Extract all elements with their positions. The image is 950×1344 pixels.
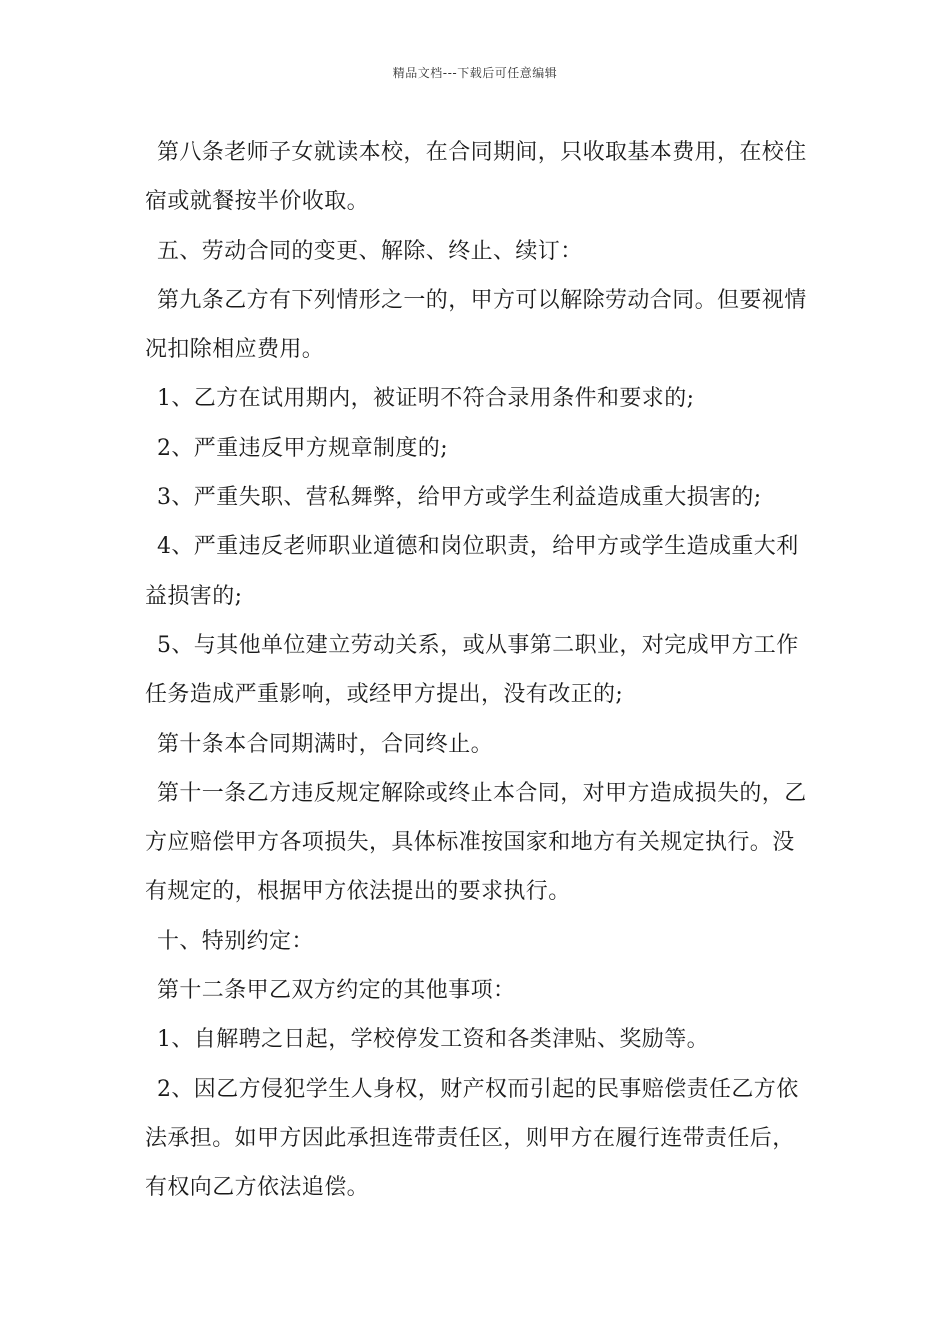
page-header: 精品文档---下载后可任意编辑 bbox=[392, 66, 558, 80]
list-item: 5、与其他单位建立劳动关系，或从事第二职业，对完成甲方工作任务造成严重影响，或经甲方提出，没有改正的; bbox=[145, 632, 799, 708]
list-item: 2、因乙方侵犯学生人身权，财产权而引起的民事赔偿责任乙方依法承担。如甲方因此承担连带责任区，则甲方在履行连带责任后，有权向乙方依法追偿。 bbox=[145, 1076, 799, 1201]
paragraph-article-10: 第十条本合同期满时，合同终止。 bbox=[157, 731, 494, 757]
paragraph-article-11: 第十一条乙方违反规定解除或终止本合同，对甲方造成损失的，乙方应赔偿甲方各项损失，具体标准按国家和地方有关规定执行。没有规定的，根据甲方依法提出的要求执行。 bbox=[145, 780, 807, 905]
list-item: 3、严重失职、营私舞弊，给甲方或学生利益造成重大损害的; bbox=[157, 485, 762, 511]
paragraph-article-9: 第九条乙方有下列情形之一的，甲方可以解除劳动合同。但要视情况扣除相应费用。 bbox=[145, 287, 807, 363]
paragraph-article-8: 第八条老师子女就读本校，在合同期间，只收取基本费用，在校住宿或就餐按半价收取。 bbox=[145, 140, 807, 215]
paragraph-article-12: 第十二条甲乙双方约定的其他事项： bbox=[157, 978, 516, 1004]
list-item: 1、自解聘之日起，学校停发工资和各类津贴、奖励等。 bbox=[157, 1027, 709, 1053]
section-heading-5: 五、劳动合同的变更、解除、终止、续订： bbox=[157, 238, 583, 264]
list-item: 2、严重违反甲方规章制度的; bbox=[157, 435, 449, 461]
document-body bbox=[145, 128, 810, 1213]
list-item: 4、严重违反老师职业道德和岗位职责，给甲方或学生造成重大利益损害的; bbox=[145, 534, 799, 609]
list-item: 1、乙方在试用期内，被证明不符合录用条件和要求的; bbox=[157, 386, 695, 412]
section-heading-10: 十、特别约定： bbox=[157, 928, 314, 954]
